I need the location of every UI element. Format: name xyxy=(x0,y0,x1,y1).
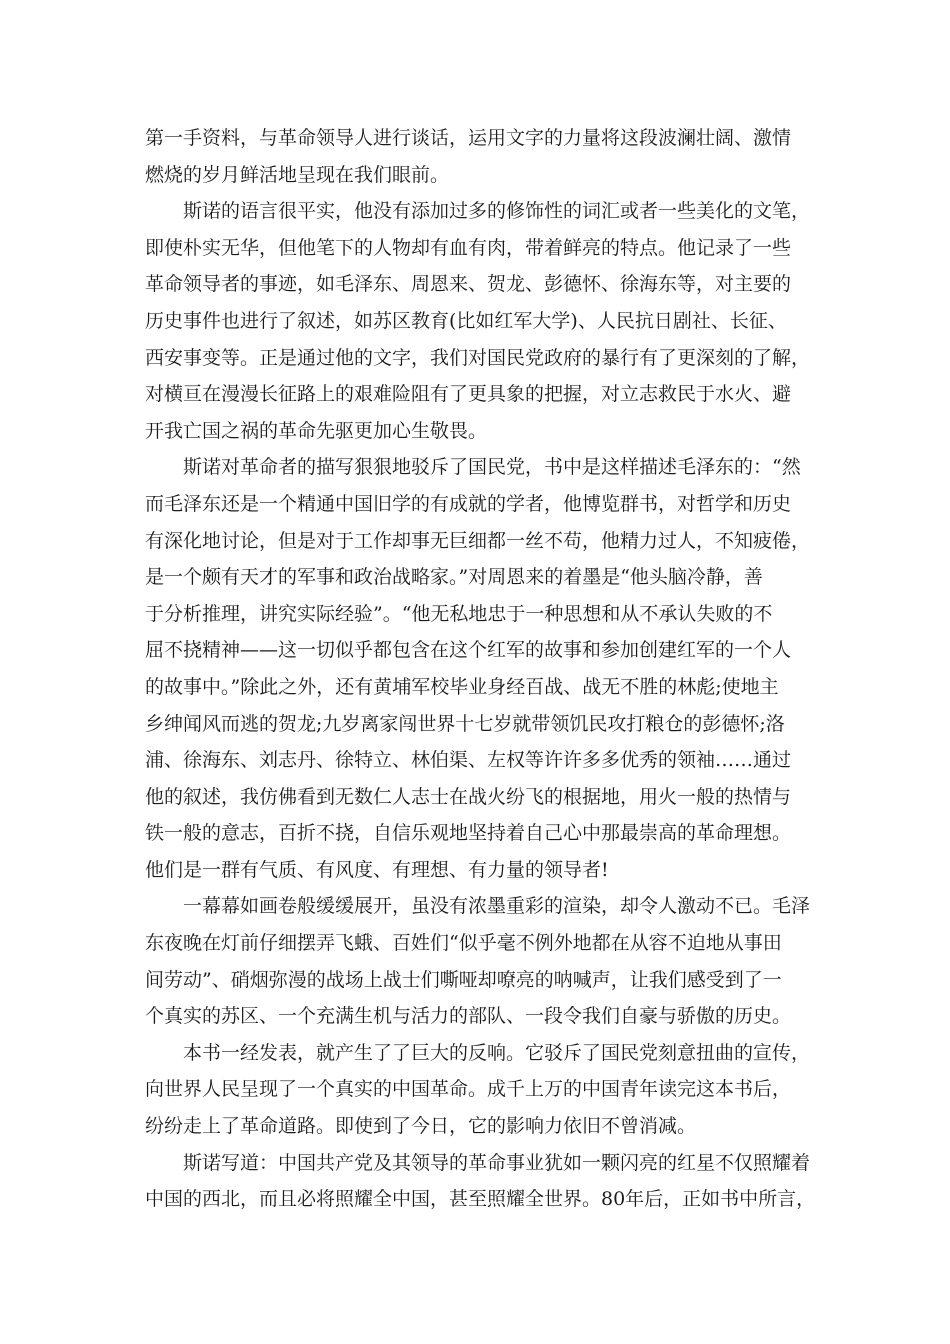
text-line: 开我亡国之祸的革命先驱更加心生敬畏。 xyxy=(145,419,488,442)
text-line: 革命领导者的事迹，如毛泽东、周恩来、贺龙、彭德怀、徐海东等，对主要的 xyxy=(145,273,792,296)
text-line: 他们是一群有气质、有风度、有理想、有力量的领导者! xyxy=(145,858,609,881)
text-line: 即使朴实无华，但他笔下的人物却有血有肉，带着鲜亮的特点。他记录了一些 xyxy=(145,236,792,259)
text-line: 斯诺对革命者的描写狠狠地驳斥了国民党，书中是这样描述毛泽东的：“然 xyxy=(145,456,801,479)
text-line: 斯诺的语言很平实，他没有添加过多的修饰性的词汇或者一些美化的文笔， xyxy=(145,200,811,223)
text-line: 第一手资料，与革命领导人进行谈话，运用文字的力量将这段波澜壮阔、激情 xyxy=(145,127,792,149)
text-line: 燃烧的岁月鲜活地呈现在我们眼前。 xyxy=(145,163,450,186)
text-line: 有深化地讨论，但是对于工作却事无巨细都一丝不苟，他精力过人，不知疲倦， xyxy=(145,529,811,552)
text-line: 是一个颇有天才的军事和政治战略家。”对周恩来的着墨是“他头脑冷静，善 xyxy=(145,566,763,589)
text-line: 间劳动”、硝烟弥漫的战场上战士们嘶哑却嘹亮的呐喊声，让我们感受到了一 xyxy=(145,968,782,991)
text-line: 西安事变等。正是通过他的文字，我们对国民党政府的暴行有了更深刻的了解， xyxy=(145,346,811,369)
text-line: 向世界人民呈现了一个真实的中国革命。成千上万的中国青年读完这本书后， xyxy=(145,1078,792,1101)
text-line: 浦、徐海东、刘志丹、徐特立、林伯渠、左权等许许多多优秀的领袖……通过 xyxy=(145,749,792,772)
text-line: 一幕幕如画卷般缓缓展开，虽没有浓墨重彩的渲染，却令人激动不已。毛泽 xyxy=(145,895,811,918)
text-line: 的故事中。”除此之外，还有黄埔军校毕业身经百战、战无不胜的林彪;使地主 xyxy=(145,675,779,698)
text-line: 东夜晚在灯前仔细摆弄飞蛾、百姓们“似乎毫不例外地都在从容不迫地从事田 xyxy=(145,932,782,955)
text-line: 个真实的苏区、一个充满生机与活力的部队、一段令我们自豪与骄傲的历史。 xyxy=(145,1005,792,1028)
text-line: 中国的西北，而且必将照耀全中国，甚至照耀全世界。80年后，正如书中所言， xyxy=(145,1188,816,1211)
text-line: 本书一经发表，就产生了了巨大的反响。它驳斥了国民党刻意扭曲的宣传， xyxy=(145,1041,811,1064)
text-line: 屈不挠精神——这一切似乎都包含在这个红军的故事和参加创建红军的一个人 xyxy=(145,639,792,662)
text-line: 于分析推理，讲究实际经验”。“他无私地忠于一种思想和从不承认失败的不 xyxy=(145,602,773,625)
text-line: 纷纷走上了革命道路。即使到了今日，它的影响力依旧不曾消减。 xyxy=(145,1115,697,1138)
text-line: 铁一般的意志，百折不挠，自信乐观地坚持着自己心中那最崇高的革命理想。 xyxy=(145,822,792,845)
text-line: 他的叙述，我仿佛看到无数仁人志士在战火纷飞的根据地，用火一般的热情与 xyxy=(145,785,792,808)
text-line: 乡绅闻风而逃的贺龙;九岁离家闯世界十七岁就带领饥民攻打粮仓的彭德怀;洛 xyxy=(145,712,785,735)
body-text xyxy=(145,120,825,1218)
text-line: 而毛泽东还是一个精通中国旧学的有成就的学者，他博览群书，对哲学和历史 xyxy=(145,492,792,515)
text-line: 对横亘在漫漫长征路上的艰难险阻有了更具象的把握，对立志救民于水火、避 xyxy=(145,383,792,406)
text-line: 斯诺写道：中国共产党及其领导的革命事业犹如一颗闪亮的红星不仅照耀着 xyxy=(145,1151,811,1174)
text-line: 历史事件也进行了叙述，如苏区教育(比如红军大学)、人民抗日剧社、长征、 xyxy=(145,309,787,332)
